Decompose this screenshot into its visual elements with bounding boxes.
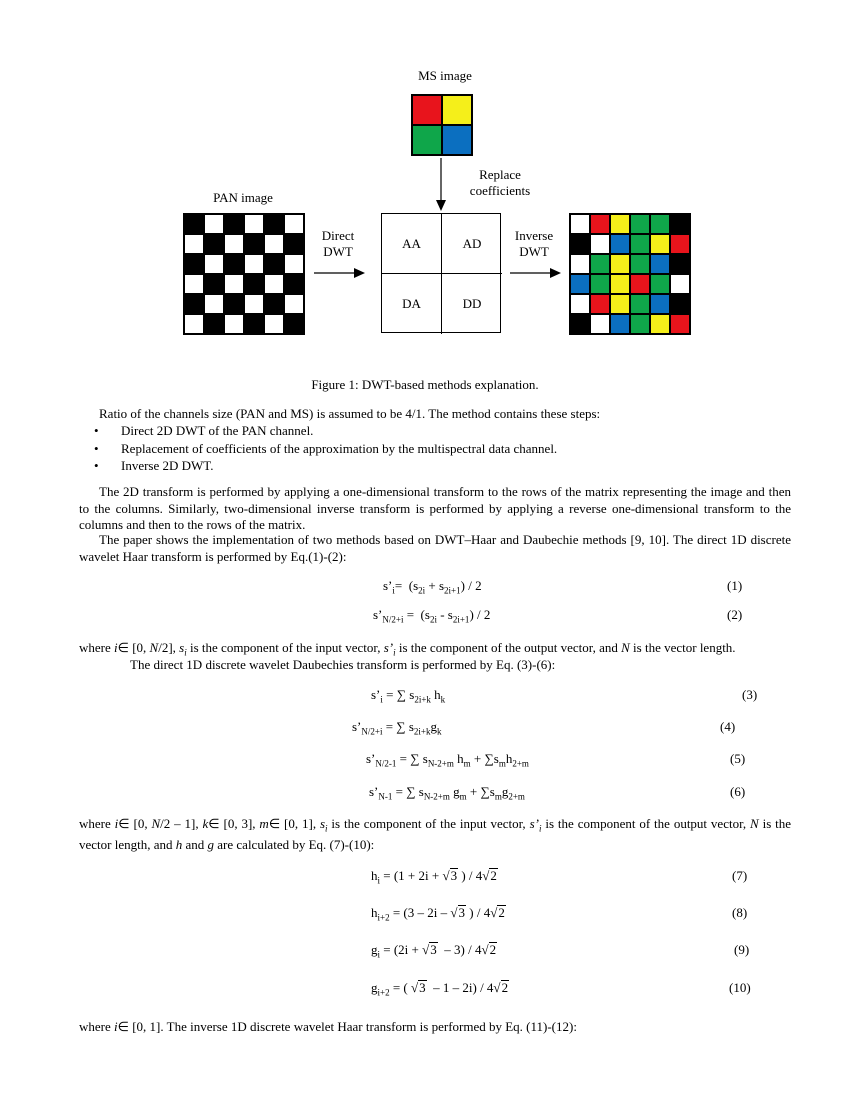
pan-cell <box>224 294 244 314</box>
ms-image-label: MS image <box>418 68 472 83</box>
pan-cell <box>224 274 244 294</box>
equation-number: (10) <box>729 980 751 995</box>
quadrant-aa: AA <box>382 214 442 274</box>
equation-10: $g_{i+2}$ = ( √3 – 1 – 2i) / 4√2 <box>371 980 509 998</box>
fused-cell <box>650 214 670 234</box>
fused-cell <box>590 294 610 314</box>
equation-6: $s’_{N-1}$ = ∑ $s_{N-2+m}$ $g_m + \sum s_mg_{2+m}$ <box>369 784 525 802</box>
pan-cell <box>264 254 284 274</box>
fused-cell <box>610 314 630 334</box>
paragraph: where i∈ [0, N/2 – 1], k∈ [0, 3], m∈ [0, 1], $s_i$ is the component of the input vector, $s’_i$ is the component of the output vector, N is the vector length, and h and g are calculated by Eq. (7)-(10): <box>79 816 792 853</box>
pan-cell <box>264 274 284 294</box>
pan-cell <box>184 214 204 234</box>
pan-cell <box>244 274 264 294</box>
equation-8: $h_{i+2} = (3 - 2i - √3$ ) / 4√2 <box>371 905 505 923</box>
text-run: is the component of the output vector, and <box>395 640 622 655</box>
text-run: is the component of the input vector, <box>327 816 530 831</box>
pan-cell <box>284 214 304 234</box>
direct-dwt-label <box>310 228 366 260</box>
equation-number: (6) <box>730 784 746 799</box>
fused-cell <box>610 214 630 234</box>
right-arrow-icon <box>314 267 366 279</box>
intro-text: Ratio of the channels size (PAN and MS) is assumed to be 4/1. The method contains these steps: <box>99 406 601 421</box>
pan-cell <box>284 314 304 334</box>
step-text: Inverse 2D DWT. <box>121 458 214 473</box>
equation-9: $g_i = (2i + √3 - 3) / 4√2$ <box>371 942 497 960</box>
pan-cell <box>184 254 204 274</box>
paragraph: where i∈ [0, 1]. The inverse 1D discrete wavelet Haar transform is performed by Eq. (11)-(12): <box>79 1019 577 1034</box>
direct-label-line1: Direct <box>321 228 355 243</box>
fused-cell <box>570 234 590 254</box>
list-item <box>94 458 214 474</box>
fused-cell <box>590 274 610 294</box>
pan-cell <box>244 214 264 234</box>
fused-cell <box>570 214 590 234</box>
equation-number: (8) <box>732 905 748 920</box>
paragraph: The 2D transform is performed by applying a one-dimensional transform to the rows of the matrix representing the image and then to the columns. Similarly, two-dimensional inverse transform is performed by applying a reverse one-dimensional transform to the columns and then to the rows of the matrix. <box>79 484 791 533</box>
fused-cell <box>590 314 610 334</box>
ms-cell <box>412 95 442 125</box>
pan-cell <box>204 314 224 334</box>
pan-cell <box>184 294 204 314</box>
fused-cell <box>670 314 690 334</box>
pan-cell <box>244 314 264 334</box>
fused-cell <box>670 254 690 274</box>
fused-cell <box>650 254 670 274</box>
text-run: is the component of the output vector, <box>541 816 751 831</box>
down-arrow-icon <box>434 158 448 212</box>
direct-label-line2: DWT <box>323 244 353 259</box>
fused-image <box>569 213 691 335</box>
text-run: where <box>79 640 115 655</box>
equation-number: (3) <box>742 687 758 702</box>
fused-cell <box>610 294 630 314</box>
text-run: are calculated by Eq. (7)-(10): <box>214 837 375 853</box>
list-item <box>94 423 314 439</box>
fused-cell <box>610 274 630 294</box>
fused-cell <box>570 254 590 274</box>
text-run: and <box>182 837 208 853</box>
equation-number: (9) <box>734 942 750 957</box>
fused-cell <box>650 274 670 294</box>
pan-cell <box>284 254 304 274</box>
fused-cell <box>570 294 590 314</box>
pan-cell <box>184 234 204 254</box>
fused-cell <box>670 234 690 254</box>
pan-cell <box>264 314 284 334</box>
equation-number: (2) <box>727 607 743 622</box>
pan-cell <box>264 214 284 234</box>
text-run: where <box>79 816 115 831</box>
fused-cell <box>610 254 630 274</box>
fused-cell <box>630 274 650 294</box>
fused-cell <box>630 254 650 274</box>
pan-cell <box>224 234 244 254</box>
equation-7: $h_i = (1 + 2i + √3$ ) / 4√2 <box>371 868 497 886</box>
quadrant-da: DA <box>382 274 442 334</box>
equation-1: $s’_i= (s_{2i} + s_{2i+1}) / 2$ <box>383 578 482 596</box>
text-run: is the vector length. <box>629 640 736 655</box>
fused-cell <box>570 314 590 334</box>
pan-cell <box>204 274 224 294</box>
right-arrow-icon <box>510 267 562 279</box>
fused-cell <box>630 294 650 314</box>
figure-caption: Figure 1: DWT-based methods explanation. <box>311 377 539 392</box>
fused-cell <box>670 214 690 234</box>
text-run: is the vector length, and <box>79 816 792 853</box>
text-run: . The inverse 1D discrete wavelet Haar transform is performed by Eq. (11)-(12): <box>160 1019 577 1034</box>
pan-cell <box>184 274 204 294</box>
quadrant-dd: DD <box>462 296 482 311</box>
fused-cell <box>590 234 610 254</box>
quadrant-ad: AD <box>442 214 502 274</box>
bullet-icon: • <box>94 423 99 438</box>
step-text: Direct 2D DWT of the PAN channel. <box>121 423 314 438</box>
fused-cell <box>610 234 630 254</box>
pan-image-label: PAN image <box>213 190 273 205</box>
fused-cell <box>630 314 650 334</box>
fused-cell <box>630 234 650 254</box>
inverse-label-line2: DWT <box>519 244 549 259</box>
pan-cell <box>244 234 264 254</box>
equation-5: $s’_{N/2-1}$ = ∑ $s_{N-2+m}$ $h_m + \sum s_mh_{2+m}$ <box>366 751 529 769</box>
equation-3: $s’_i$ = ∑ $s_{2i+k}$ $h_k$ <box>371 687 446 705</box>
paragraph: The direct 1D discrete wavelet Daubechies transform is performed by Eq. (3)-(6): <box>130 657 556 672</box>
pan-cell <box>204 254 224 274</box>
pan-cell <box>284 274 304 294</box>
equation-number: (4) <box>720 719 736 734</box>
equation-2: $s’_{N/2+i} = (s_{2i} - s_{2i+1}) / 2$ <box>373 607 491 625</box>
fused-cell <box>570 274 590 294</box>
text-run: is the component of the input vector, <box>186 640 384 655</box>
dwt-coefficients <box>381 213 501 333</box>
fused-cell <box>650 314 670 334</box>
pan-cell <box>224 314 244 334</box>
ms-cell <box>442 125 472 155</box>
equation-4: $s’_{N/2+i}$ = ∑ $s_{2i+k}g_k$ <box>352 719 442 737</box>
pan-cell <box>264 234 284 254</box>
inverse-dwt-label <box>506 228 562 260</box>
paragraph: The paper shows the implementation of two methods based on DWT–Haar and Daubechie methods [9, 10]. The direct 1D discrete wavelet Haar transform is performed by Eq.(1)-(2): <box>79 532 791 564</box>
pan-cell <box>244 254 264 274</box>
paragraph: where i∈ [0, N/2], $s_i$ is the component of the input vector, $s’_i$ is the component of the output vector, and N is the vector length. <box>79 640 736 658</box>
fused-cell <box>670 294 690 314</box>
list-item <box>94 441 558 457</box>
text-run: where <box>79 1019 115 1034</box>
bullet-icon: • <box>94 441 99 456</box>
fused-cell <box>650 234 670 254</box>
fused-cell <box>650 294 670 314</box>
pan-cell <box>284 294 304 314</box>
step-text: Replacement of coefficients of the approximation by the multispectral data channel. <box>121 441 558 456</box>
pan-cell <box>244 294 264 314</box>
equation-number: (5) <box>730 751 746 766</box>
ms-image <box>411 94 473 156</box>
fused-cell <box>590 214 610 234</box>
fused-cell <box>590 254 610 274</box>
pan-cell <box>204 234 224 254</box>
pan-cell <box>264 294 284 314</box>
pan-cell <box>204 294 224 314</box>
replace-label-line1: Replace <box>479 167 521 182</box>
pan-cell <box>224 254 244 274</box>
pan-cell <box>204 214 224 234</box>
fused-cell <box>670 274 690 294</box>
replace-label-line2: coefficients <box>469 183 531 198</box>
pan-image <box>183 213 305 335</box>
pan-cell <box>284 234 304 254</box>
bullet-icon: • <box>94 458 99 473</box>
pan-cell <box>224 214 244 234</box>
ms-cell <box>412 125 442 155</box>
pan-cell <box>184 314 204 334</box>
equation-number: (1) <box>727 578 743 593</box>
inverse-label-line1: Inverse <box>514 228 554 243</box>
equation-number: (7) <box>732 868 748 883</box>
fused-cell <box>630 214 650 234</box>
ms-cell <box>442 95 472 125</box>
replace-label <box>458 167 542 199</box>
